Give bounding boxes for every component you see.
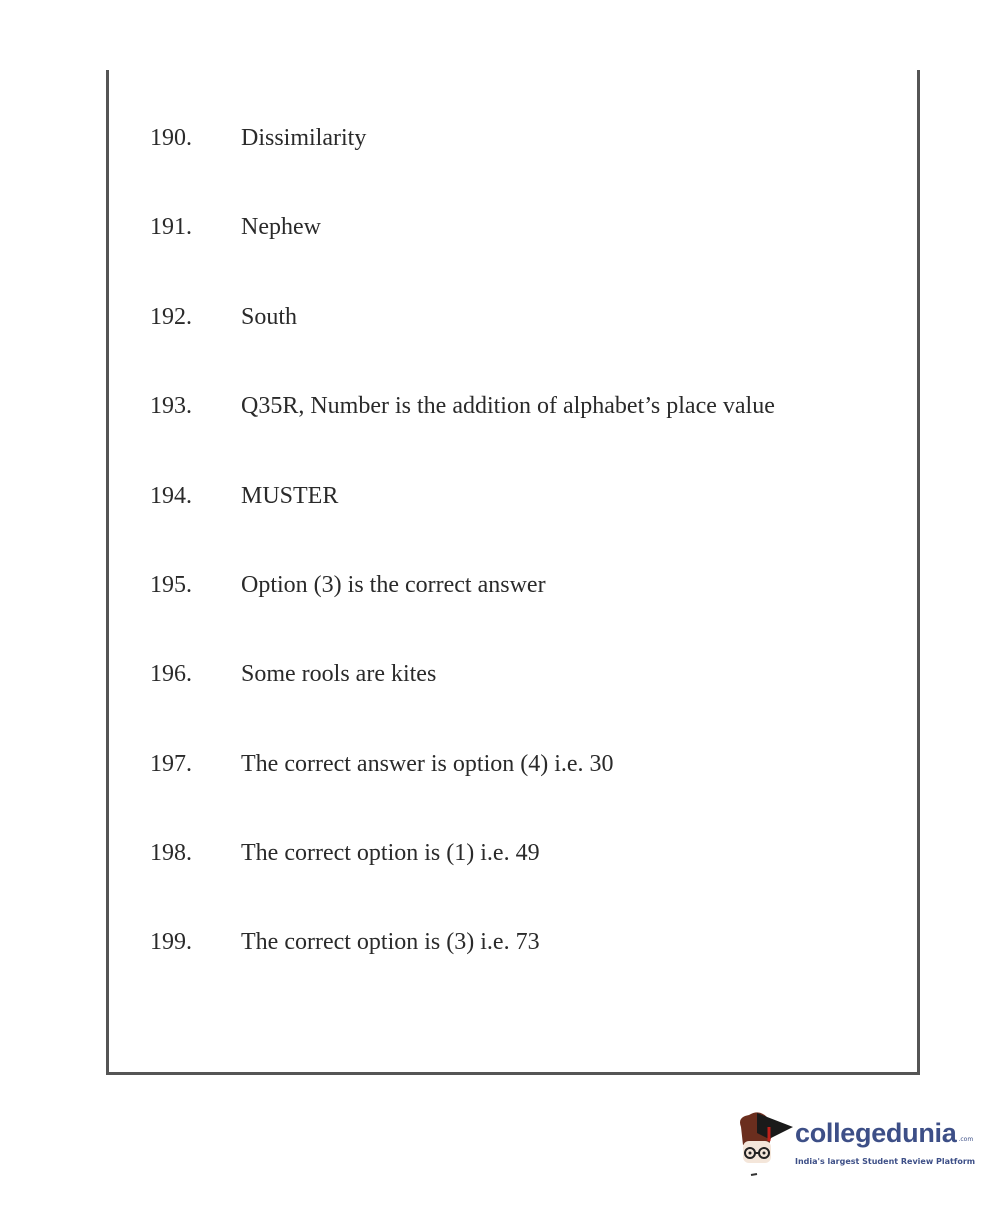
answer-text: The correct answer is option (4) i.e. 30	[241, 751, 614, 777]
answer-number: 193.	[150, 393, 192, 419]
answer-text: Q35R, Number is the addition of alphabet’s place value	[241, 393, 775, 419]
answer-text: Some rools are kites	[241, 661, 437, 687]
answer-text: Nephew	[241, 214, 321, 240]
answer-text: Dissimilarity	[241, 125, 367, 151]
answer-number: 194.	[150, 483, 192, 509]
answer-text: The correct option is (1) i.e. 49	[241, 840, 540, 866]
logo-brand: collegedunia	[795, 1118, 957, 1148]
mascot-icon	[735, 1105, 797, 1185]
answer-text: MUSTER	[241, 483, 339, 509]
logo-domain: .com	[958, 1136, 974, 1143]
answer-number: 199.	[150, 929, 192, 955]
answer-text: South	[241, 304, 298, 330]
logo-tagline: India's largest Student Review Platform	[795, 1157, 976, 1166]
answer-number: 196.	[150, 661, 192, 687]
answer-text: Option (3) is the correct answer	[241, 572, 546, 598]
answer-text: The correct option is (3) i.e. 73	[241, 929, 540, 955]
answer-number: 192.	[150, 304, 192, 330]
answer-number: 191.	[150, 214, 192, 240]
answer-number: 195.	[150, 572, 192, 598]
logo-wordmark	[795, 1117, 973, 1149]
answer-number: 198.	[150, 840, 192, 866]
answer-number: 197.	[150, 751, 192, 777]
collegedunia-logo	[735, 1105, 985, 1185]
answer-number: 190.	[150, 125, 192, 151]
